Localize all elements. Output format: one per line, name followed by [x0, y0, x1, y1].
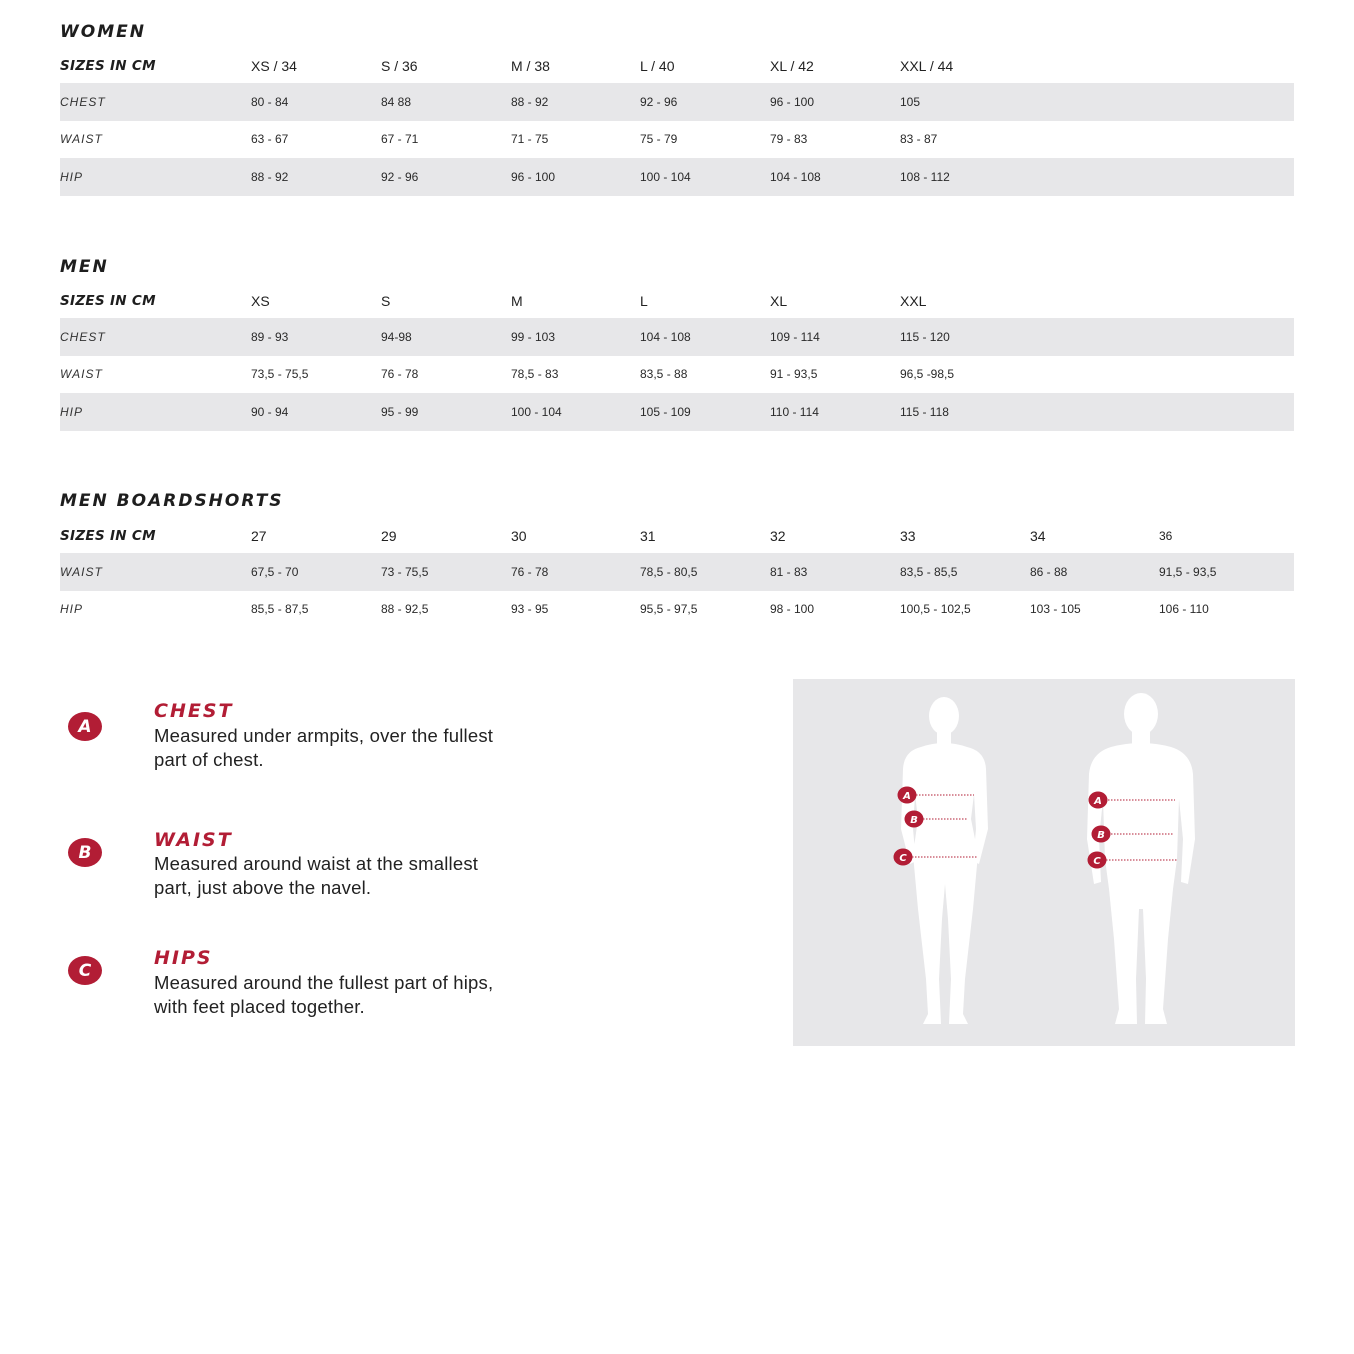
table-cell: 95 - 99	[381, 404, 419, 419]
table-header-row	[60, 519, 1294, 553]
men-size-table	[60, 284, 1294, 431]
man-marker-c	[1088, 852, 1107, 869]
table-row	[60, 356, 1294, 394]
table-cell: 83,5 - 85,5	[900, 564, 958, 579]
table-cell: 96 - 100	[770, 94, 815, 109]
table-cell: 104 - 108	[640, 329, 691, 344]
table-cell: 91,5 - 93,5	[1159, 564, 1217, 579]
table-cell: 100 - 104	[511, 404, 562, 419]
size-header: L / 40	[640, 58, 675, 74]
legend-description	[154, 971, 554, 1019]
table-cell: 93 - 95	[511, 602, 549, 617]
silhouettes-illustration	[793, 679, 1295, 1046]
header-label: SIZES IN CM	[60, 528, 156, 544]
table-cell: 79 - 83	[770, 132, 808, 147]
section-title: MEN	[60, 257, 109, 277]
table-cell: 76 - 78	[511, 564, 549, 579]
table-cell: 115 - 118	[900, 404, 949, 419]
table-header-row	[60, 49, 1294, 83]
table-cell: 84 88	[381, 94, 412, 109]
svg-text:C: C	[1093, 856, 1101, 867]
row-label: HIP	[60, 404, 84, 419]
size-header: S	[381, 293, 391, 309]
man-marker-b	[1092, 826, 1111, 843]
size-header: 31	[640, 528, 656, 544]
table-cell: 96,5 -98,5	[900, 367, 955, 382]
table-cell: 88 - 92,5	[381, 602, 429, 617]
table-cell: 95,5 - 97,5	[640, 602, 698, 617]
row-label: HIP	[60, 169, 84, 184]
table-cell: 94-98	[381, 329, 412, 344]
table-cell: 75 - 79	[640, 132, 678, 147]
legend-description-line: part of chest.	[154, 749, 264, 770]
table-row	[60, 158, 1294, 196]
table-row	[60, 591, 1294, 629]
size-header: 27	[251, 528, 267, 544]
size-header: M / 38	[511, 58, 550, 74]
table-row	[60, 83, 1294, 121]
men-section	[60, 253, 1294, 431]
table-cell: 110 - 114	[770, 404, 819, 419]
table-cell: 71 - 75	[511, 132, 549, 147]
table-cell: 83 - 87	[900, 132, 938, 147]
table-row	[60, 318, 1294, 356]
header-label: SIZES IN CM	[60, 58, 156, 74]
table-cell: 89 - 93	[251, 329, 289, 344]
table-cell: 67,5 - 70	[251, 564, 299, 579]
header-label: SIZES IN CM	[60, 293, 156, 309]
row-label: HIP	[60, 602, 84, 617]
row-label: CHEST	[60, 329, 106, 344]
boardshorts-section	[60, 487, 1294, 628]
table-cell: 106 - 110	[1159, 602, 1209, 617]
svg-text:C: C	[899, 853, 907, 864]
badge-b: B	[68, 838, 102, 867]
size-header: XS	[251, 293, 270, 309]
table-cell: 80 - 84	[251, 94, 289, 109]
size-header: M	[511, 293, 523, 309]
badge-c: C	[68, 956, 102, 985]
row-label: WAIST	[60, 564, 103, 579]
table-cell: 85,5 - 87,5	[251, 602, 309, 617]
svg-text:A: A	[1094, 796, 1102, 807]
women-section	[60, 18, 1294, 196]
table-cell: 83,5 - 88	[640, 367, 688, 382]
size-header: S / 36	[381, 58, 418, 74]
size-header: XXL / 44	[900, 58, 954, 74]
table-cell: 98 - 100	[770, 602, 815, 617]
legend-description	[154, 852, 554, 900]
table-cell: 96 - 100	[511, 169, 556, 184]
table-cell: 92 - 96	[381, 169, 419, 184]
size-header: XL / 42	[770, 58, 814, 74]
table-cell: 78,5 - 80,5	[640, 564, 698, 579]
woman-marker-c	[894, 849, 913, 866]
table-cell: 63 - 67	[251, 132, 289, 147]
table-cell: 73 - 75,5	[381, 564, 429, 579]
size-header: XS / 34	[251, 58, 297, 74]
size-header: 34	[1030, 528, 1046, 544]
table-cell: 88 - 92	[511, 94, 549, 109]
table-cell: 105 - 109	[640, 404, 691, 419]
woman-marker-b	[905, 811, 924, 828]
legend-title: CHEST	[154, 700, 234, 722]
legend-waist	[68, 829, 548, 908]
table-cell: 86 - 88	[1030, 564, 1068, 579]
table-cell: 78,5 - 83	[511, 367, 559, 382]
legend-hips	[68, 947, 548, 1026]
table-cell: 105	[900, 94, 921, 109]
woman-marker-a	[898, 787, 917, 804]
row-label: WAIST	[60, 367, 103, 382]
size-header: L	[640, 293, 648, 309]
legend-description	[154, 724, 554, 772]
legend-description-line: Measured around waist at the smallest	[154, 853, 479, 874]
table-cell: 76 - 78	[381, 367, 419, 382]
row-label: WAIST	[60, 132, 103, 147]
size-header: 32	[770, 528, 786, 544]
table-cell: 73,5 - 75,5	[251, 367, 309, 382]
table-cell: 100 - 104	[640, 169, 691, 184]
table-header-row	[60, 284, 1294, 318]
size-header: 30	[511, 528, 527, 544]
legend-title: WAIST	[154, 829, 233, 851]
body-measurement-figure	[793, 679, 1295, 1046]
size-header: 33	[900, 528, 916, 544]
legend-description-line: with feet placed together.	[154, 996, 365, 1017]
table-row	[60, 553, 1294, 591]
women-size-table	[60, 49, 1294, 196]
svg-text:B: B	[910, 815, 918, 826]
legend-description-line: Measured under armpits, over the fullest	[154, 725, 494, 746]
table-cell: 99 - 103	[511, 329, 556, 344]
table-cell: 67 - 71	[381, 132, 419, 147]
table-cell: 108 - 112	[900, 169, 950, 184]
woman-silhouette	[901, 697, 988, 1024]
table-cell: 115 - 120	[900, 329, 950, 344]
table-cell: 92 - 96	[640, 94, 678, 109]
table-row	[60, 121, 1294, 159]
size-header: XL	[770, 293, 788, 309]
man-marker-a	[1089, 792, 1108, 809]
legend-description-line: Measured around the fullest part of hips,	[154, 972, 494, 993]
size-header: XXL	[900, 293, 927, 309]
boardshorts-size-table	[60, 519, 1294, 628]
badge-a: A	[68, 712, 102, 741]
table-cell: 90 - 94	[251, 404, 289, 419]
legend-description-line: part, just above the navel.	[154, 877, 372, 898]
table-cell: 81 - 83	[770, 564, 808, 579]
section-title: MEN BOARDSHORTS	[60, 491, 284, 511]
table-cell: 91 - 93,5	[770, 367, 818, 382]
table-cell: 100,5 - 102,5	[900, 602, 971, 617]
size-header: 29	[381, 528, 397, 544]
row-label: CHEST	[60, 94, 106, 109]
section-title: WOMEN	[60, 22, 146, 42]
svg-text:A: A	[903, 791, 911, 802]
table-cell: 109 - 114	[770, 329, 820, 344]
table-row	[60, 393, 1294, 431]
svg-text:B: B	[1097, 830, 1105, 841]
size-header: 36	[1159, 529, 1173, 543]
table-cell: 88 - 92	[251, 169, 289, 184]
table-cell: 103 - 105	[1030, 602, 1081, 617]
table-cell: 104 - 108	[770, 169, 821, 184]
legend-chest	[68, 700, 548, 782]
legend-title: HIPS	[154, 947, 213, 969]
